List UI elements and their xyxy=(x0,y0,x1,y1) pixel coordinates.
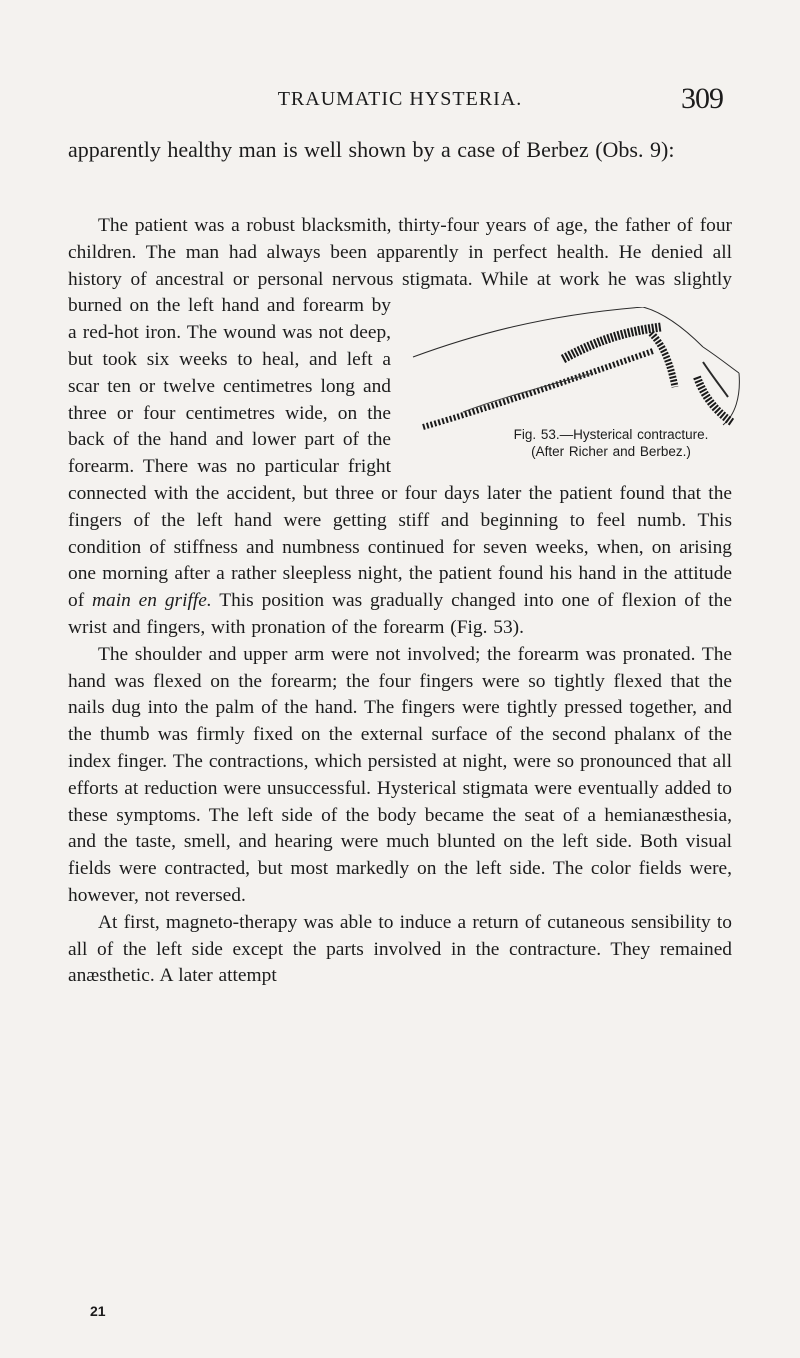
signature-mark: 21 xyxy=(90,1303,106,1319)
figure-caption xyxy=(431,426,761,460)
case-body xyxy=(68,213,732,990)
figure-caption-credit: (After Richer and Berbez.) xyxy=(531,444,691,460)
case-paragraph-1 xyxy=(68,213,732,642)
contracture-illustration xyxy=(403,307,758,432)
case-wrapped-text: the left hand and forearm by a red-hot iron. The wound was not deep, but took six weeks to heal, and left a scar ten or twelve centimetres long and three or four centimetres wide, on the back of xyxy=(68,295,391,451)
intro-text: apparently healthy man is well shown by a case of Berbez (Obs. 9): xyxy=(68,137,675,162)
figure-53 xyxy=(403,321,758,460)
case-after-italic-text: This position was gradually changed into one of flexion of the wrist and fingers, with pronation of the forearm (Fig. 53). xyxy=(68,590,732,638)
figure-caption-title: Fig. 53.—Hysterical contracture. xyxy=(513,427,709,443)
case-after-figure-text: the hand and lower part of the forearm. There was no particular fright connected with the accident, but three or four days later the patient found that the fingers of the left hand were getting stiff and beginning to feel numb. This condition of stiffness and numbness continued for seven weeks, when, on arising one morning after a rather sleepless night, the patient found his hand in the attitude of xyxy=(68,429,732,612)
case-line-1: The patient was a robust blacksmith, thirty-four years of age, the father of four children. The man had always been apparently in perfect health. He denied all history of ancestral or personal nervous stigmata. While at work he was slightly burned on xyxy=(68,215,732,317)
running-head: TRAUMATIC HYSTERIA. xyxy=(277,88,523,110)
italic-phrase: main en griffe. xyxy=(92,590,212,612)
case-paragraph-2: The shoulder and upper arm were not involved; the forearm was pronated. The hand was flexed on the forearm; the four fingers were so tightly flexed that the nails dug into the palm of the hand. The fingers were tightly pressed together, and the thumb was firmly fixed on the external surface of the second phalanx of the index finger. The contractions, which persisted at night, were so pronounced that all efforts at reduction were unsuccessful. Hysterical stigmata were eventually added to these symptoms. The left side of the body became the seat of a hemianæsthesia, and the taste, smell, and hearing were much blunted on the left side. Both visual fields were contracted, but most markedly on the left side. The color fields were, however, not reversed. xyxy=(68,643,732,906)
intro-paragraph xyxy=(68,135,732,165)
page-number: 309 xyxy=(681,82,723,115)
case-paragraph-3: At first, magneto-therapy was able to induce a return of cutaneous sensibility to all of the left side except the parts involved in the contracture. They remained anæsthetic. A later attempt xyxy=(68,911,732,987)
